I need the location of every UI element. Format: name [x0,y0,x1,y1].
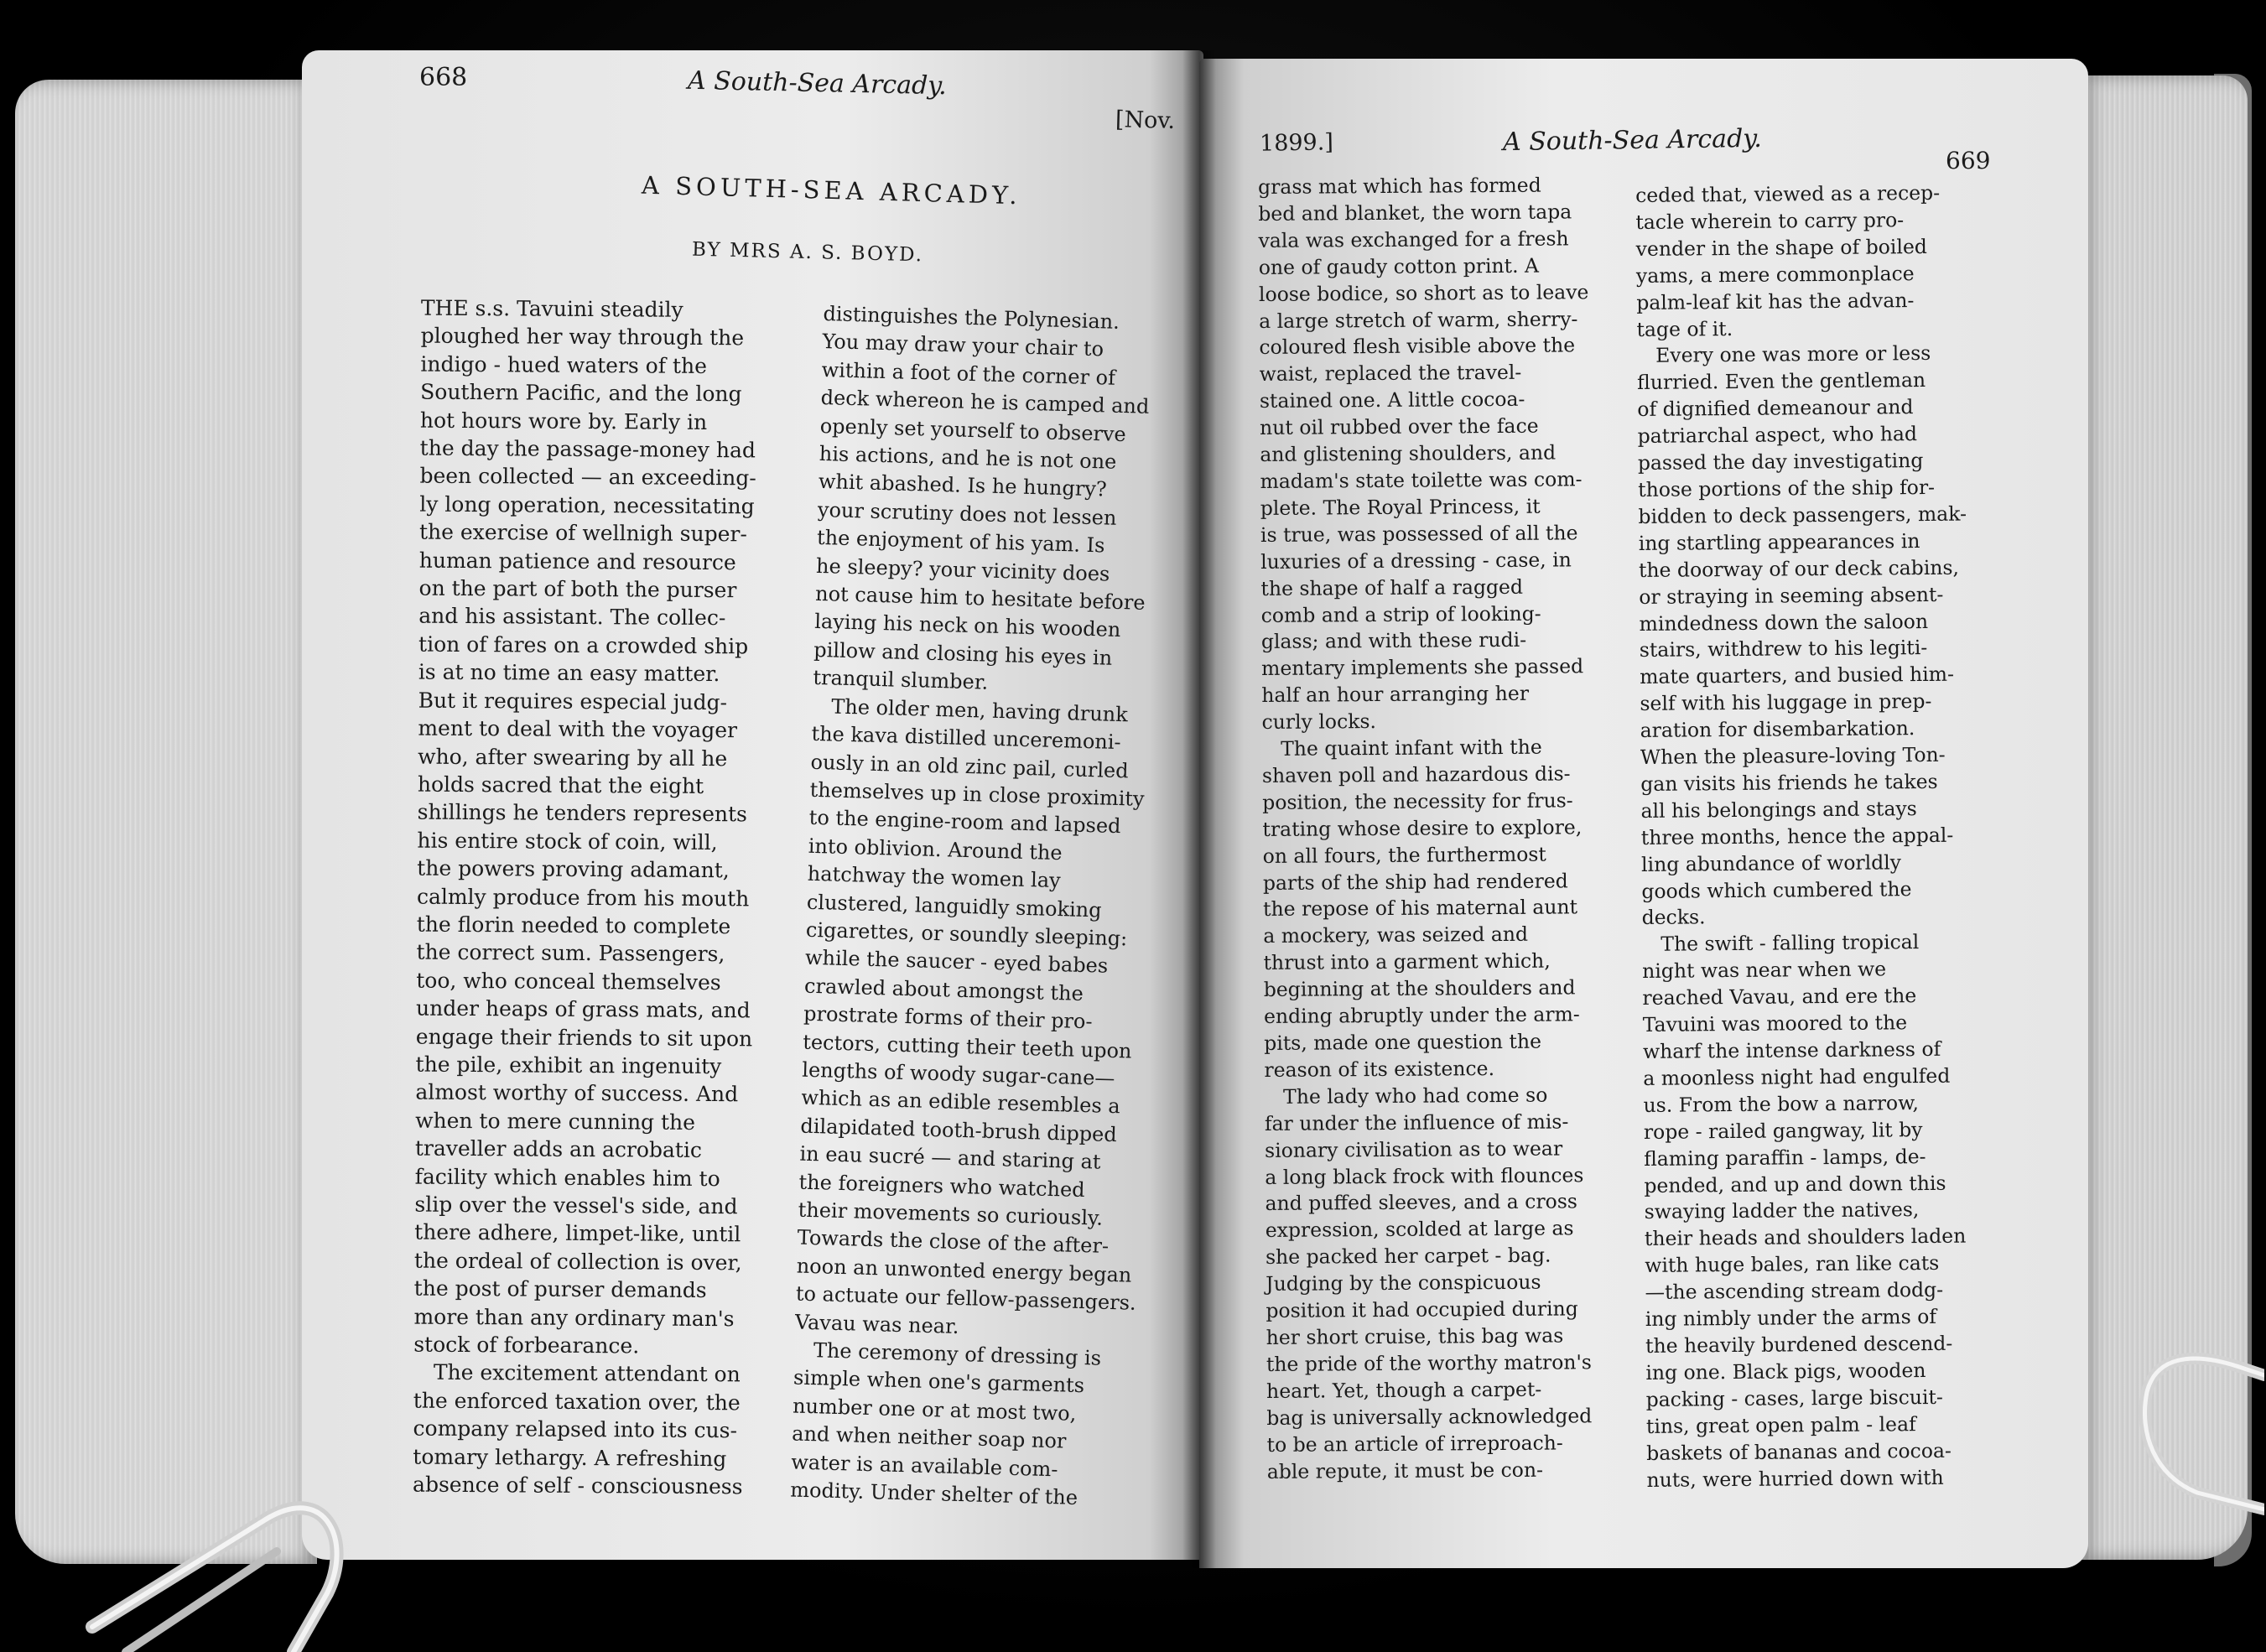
right-page-column-1: grass mat which has formed bed and blanket, the worn tapa vala was exchanged for a fresh one of gaudy cotton print. A loose bodice, so short as to leave a large stretch of warm, sherry- coloured flesh visible above the waist, replaced the travel- stained one. A little cocoa- nut oil rubbed over the face and glistening shoulders, and madam's state toilette was com- plete. The Royal Princess, it is true, was possessed of all the luxuries of a dressing - case, in the shape of half a ragged comb and a strip of looking- glass; and with these rudi- mentary implements she passed half an hour arranging her curly locks. The quaint infant with the shaven poll and hazardous dis- position, the necessity for frus- trating whose desire to explore, on all fours, the furthermost parts of the ship had rendered the repose of his maternal aunt a mockery, was seized and thrust into a garment which, beginning at the shoulders and ending abruptly under the arm- pits, made one question the reason of its existence. The lady who had come so far under the influence of mis- sionary civilisation as to wear a long black frock with flounces and puffed sleeves, and a cross expression, scolded at large as she packed her carpet - bag. Judging by the conspicuous position it had occupied during her short cruise, this bag was the pride of the worthy matron's heart. Yet, though a carpet- bag is universally acknowledged to be an article of irreproach- able repute, it must be con- [1258,173,1593,1483]
left-running-title-text: A South-Sea Arcady. [687,65,948,101]
right-page-number: 669 [1946,147,1991,174]
left-page [302,50,1203,1560]
left-running-title [688,66,947,101]
article-byline: BY MRS A. S. BOYD. [691,238,924,267]
right-running-title-text: A South-Sea Arcady. [1502,123,1763,158]
right-page [1199,59,2088,1568]
left-running-date: [Nov. [1115,106,1176,134]
right-page-column-2: ceded that, viewed as a recep- tacle wherein to carry pro- vender in the shape of boiled yams, a mere commonplace palm-leaf kit has the advan- tage of it. Every one was more or less flurried. Even the gentleman of dignified demeanour and patriarchal aspect, who had passed the day investigating those portions of the ship for- bidden to deck passengers, mak- ing startling appearances in the doorway of our deck cabins, or straying in seeming absent- mindedness down the saloon stairs, withdrew to his legiti- mate quarters, and busied him- self with his luggage in prep- aration for disembarkation. When the pleasure-loving Ton- gan visits his friends he takes all his belongings and stays three months, hence the appal- ling abundance of worldly goods which cumbered the decks. The swift - falling tropical night was near when we reached Vavau, and ere the Tavuini was moored to the wharf the intense darkness of a moonless night had engulfed us. From the bow a narrow, rope - railed gangway, lit by flaming paraffin - lamps, de- pended, and up and down this swaying ladder the natives, their heads and shoulders laden with huge bales, ran like cats —the ascending stream dodg- ing nimbly under the arms of the heavily burdened descend- ing one. Black pigs, wooden packing - cases, large biscuit- tins, great open palm - leaf baskets of bananas and cocoa- nuts, were hurried down with [1635,180,1967,1492]
binder-clip-right [1988,1350,2264,1568]
binder-clip-left [75,1417,377,1652]
book-gutter [1182,50,1216,1568]
left-page-column-1: THE s.s. Tavuini steadily ploughed her way through the indigo - hued waters of the Southern Pacific, and the long hot hours wore by. Early in the day the passage-money had been collected — an exceeding- ly long operation, necessitating the exercise of wellnigh super- human patience and resource on the part of both the purser and his assistant. The collec- tion of fares on a crowded ship is at no time an easy matter. But it requires especial judg- ment to deal with the voyager who, after swearing by all he holds sacred that the eight shillings he tenders represents his entire stock of coin, will, the powers proving adamant, calmly produce from his mouth the florin needed to complete the correct sum. Passengers, too, who conceal themselves under heaps of grass mats, and engage their friends to sit upon the pile, exhibit an ingenuity almost worthy of success. And when to mere cunning the traveller adds an acrobatic facility which enables him to slip over the vessel's side, and there adhere, limpet-like, until the ordeal of collection is over, the post of purser demands more than any ordinary man's stock of forbearance. The excitement attendant on the enforced taxation over, the company relapsed into its cus- tomary lethargy. A refreshing absence of self - consciousness [413,295,756,1499]
left-page-column-2: distinguishes the Polynesian. You may draw your chair to within a foot of the corner of deck whereon he is camped and openly set yourself to observe his actions, and he is not one whit abashed. Is he hungry? your scrutiny does not lessen the enjoyment of his yam. Is he sleepy? your vicinity does not cause him to hesitate before laying his neck on his wooden pillow and closing his eyes in tranquil slumber. The older men, having drunk the kava distilled unceremoni- ously in an old zinc pail, curled themselves up in close proximity to the engine-room and lapsed into oblivion. Around the hatchway the women lay clustered, languidly smoking cigarettes, or soundly sleeping: while the saucer - eyed babes crawled about amongst the prostrate forms of their pro- tectors, cutting their teeth upon lengths of woody sugar-cane— which as an edible resembles a dilapidated tooth-brush dipped in eau sucré — and staring at the foreigners who watched their movements so curiously. Towards the close of the after- noon an unwonted energy began to actuate our fellow-passengers. Vavau was near. The ceremony of dressing is simple when one's garments number one or at most two, and when neither soap nor water is an available com- modity. Under shelter of the [789,301,1150,1510]
book-page-edges-right [2080,75,2248,1560]
left-page-number: 668 [419,63,468,92]
book-page-edges-left [15,80,317,1564]
right-running-date: 1899.] [1259,129,1334,157]
right-running-title [1503,124,1762,157]
article-title: A SOUTH-SEA ARCADY. [641,170,1022,210]
